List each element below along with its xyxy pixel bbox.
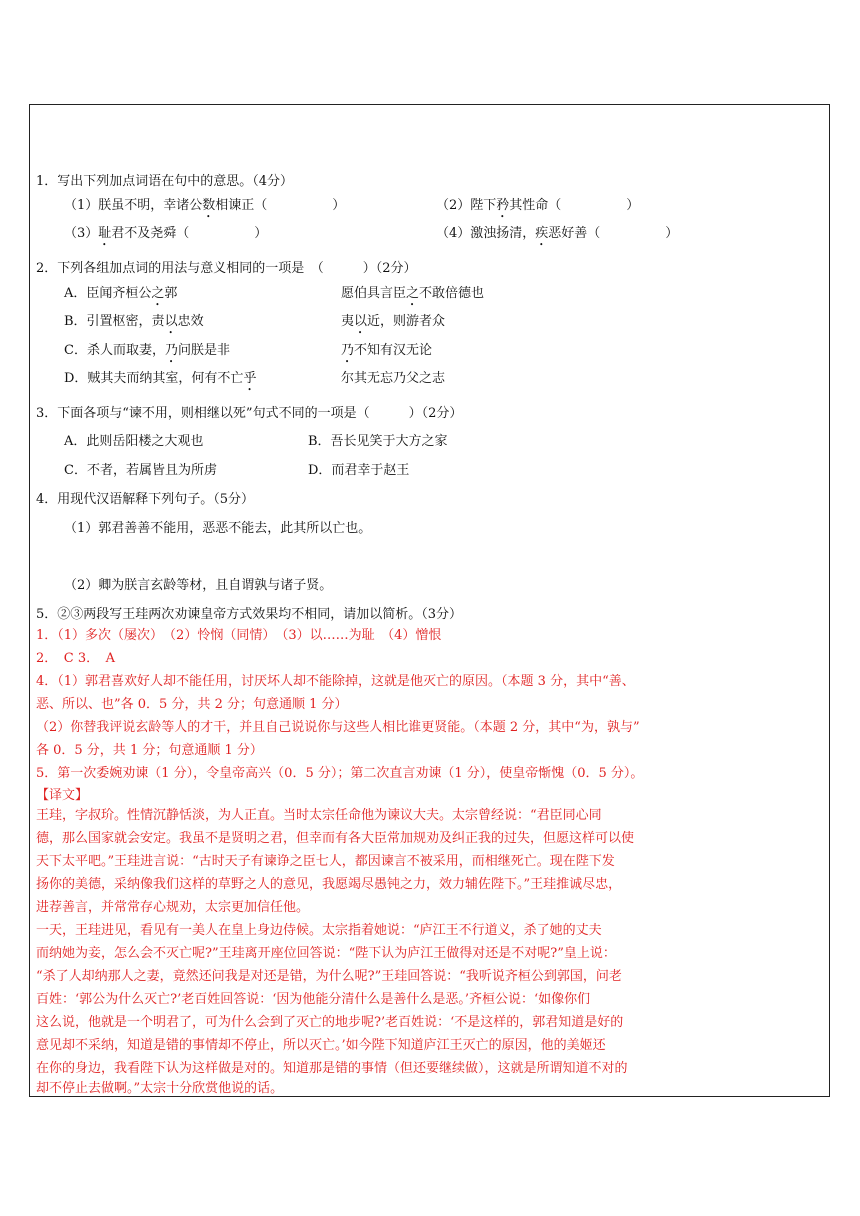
q2-option-c-right: 乃不知有汉无论 bbox=[341, 343, 433, 358]
translation-line: 百姓：‘郭公为什么灭亡?’老百姓回答说：‘因为他能分清什么是善什么是恶。’齐桓公说：‘如像你们 bbox=[36, 992, 591, 1007]
q2-option-b-left: B．引置枢密，责以忠效 bbox=[64, 314, 204, 329]
translation-line: 天下太平吧。”王珪进言说：“古时天子有谏诤之臣七人，都因谏言不被采用，而相继死亡。现在陛下发 bbox=[36, 854, 615, 869]
translation-heading: 【译文】 bbox=[36, 788, 89, 803]
answer-line-5: （2）你替我评说玄龄等人的才干，并且自己说说你与这些人相比谁更贤能。（本题 2 分，其中“为，孰与” bbox=[36, 720, 640, 735]
q1-item-3: （3）耻君不及尧舜（ ） bbox=[64, 226, 268, 241]
answer-line-3: 4．（1）郭君喜欢好人却不能任用，讨厌坏人却不能除掉，这就是他灭亡的原因。（本题 3 分，其中“善、 bbox=[36, 674, 635, 689]
q5-stem: 5．②③两段写王珪两次劝谏皇帝方式效果均不相同，请加以简析。（3分） bbox=[36, 607, 463, 622]
translation-line: 意见却不采纳，知道是错的事情却不停止，所以灭亡。’如今陛下知道庐江王灭亡的原因，他的美姬还 bbox=[36, 1038, 606, 1053]
q3-option-a: A．此则岳阳楼之大观也 bbox=[64, 434, 204, 449]
q4-stem: 4．用现代汉语解释下列句子。（5分） bbox=[36, 492, 255, 507]
q2-option-b-right: 夷以近，则游者众 bbox=[341, 314, 446, 329]
q3-option-d: D．而君幸于赵王 bbox=[308, 463, 410, 478]
q2-option-d-left: D．贼其夫而纳其室，何有不亡乎 bbox=[64, 371, 257, 386]
q2-option-d-right: 尔其无忘乃父之志 bbox=[341, 371, 446, 386]
q3-option-b: B．吾长见笑于大方之家 bbox=[308, 434, 448, 449]
q4-item-2: （2）卿为朕言玄龄等材，且自谓孰与诸子贤。 bbox=[64, 578, 333, 593]
translation-line: 这么说，他就是一个明君了，可为什么会到了灭亡的地步呢?’老百姓说：‘不是这样的，郭君知道是好的 bbox=[36, 1015, 624, 1030]
q1-stem: 1．写出下列加点词语在句中的意思。（4分） bbox=[36, 174, 294, 189]
q4-item-1: （1）郭君善善不能用，恶恶不能去，此其所以亡也。 bbox=[64, 521, 372, 536]
q1-item-4: （4）激浊扬清，疾恶好善（ ） bbox=[436, 226, 679, 241]
answer-line-2: 2． C 3． A bbox=[36, 651, 116, 666]
q2-option-a-left: A．臣闻齐桓公之郭 bbox=[64, 286, 178, 301]
translation-line: 王珪，字叔玠。性情沉静恬淡，为人正直。当时太宗任命他为谏议大夫。太宗曾经说：“君臣同心同 bbox=[36, 808, 602, 823]
translation-line: 扬你的美德，采纳像我们这样的草野之人的意见，我愿竭尽愚钝之力，效力辅佐陛下。”王珪推诚尽忠， bbox=[36, 877, 622, 892]
answer-line-6: 各 0．5 分，共 1 分；句意通顺 1 分） bbox=[36, 743, 263, 758]
translation-line: “杀了人却纳那人之妻，竟然还问我是对还是错，为什么呢?”王珪回答说：“我听说齐桓公到郭国，问老 bbox=[36, 969, 622, 984]
translation-line: 在你的身边，我看陛下认为这样做是对的。知道那是错的事情（但还要继续做），这就是所谓知道不对的 bbox=[36, 1061, 628, 1076]
q3-stem: 3．下面各项与“谏不用，则相继以死”句式不同的一项是（ ）（2分） bbox=[36, 406, 463, 421]
q1-item-1: （1）朕虽不明，幸诸公数相谏正（ ） bbox=[64, 198, 346, 213]
q2-stem: 2．下列各组加点词的用法与意义相同的一项是 （ ）（2分） bbox=[36, 261, 417, 276]
q1-item-2: （2）陛下矜其性命（ ） bbox=[436, 198, 640, 213]
q2-option-a-right: 愿伯具言臣之不敢倍德也 bbox=[341, 286, 485, 301]
answer-line-4: 恶、所以、也”各 0．5 分，共 2 分；句意通顺 1 分） bbox=[36, 697, 348, 712]
translation-line: 一天，王珪进见，看见有一美人在皇上身边侍候。太宗指着她说：“庐江王不行道义，杀了她的丈夫 bbox=[36, 923, 602, 938]
q3-option-c: C．不者，若属皆且为所虏 bbox=[64, 463, 217, 478]
q2-option-c-left: C．杀人而取妻，乃问朕是非 bbox=[64, 343, 230, 358]
answer-line-1: 1．（1）多次（屡次） （2）怜悯（同情） （3）以……为耻 （4）憎恨 bbox=[36, 628, 442, 643]
answer-line-7: 5．第一次委婉劝谏（1 分），令皇帝高兴（0．5 分）；第二次直言劝谏（1 分），使皇帝惭愧（0．5 分）。 bbox=[36, 766, 644, 781]
translation-line: 而纳她为妾，怎么会不灭亡呢?”王珪离开座位回答说：“陛下认为庐江王做得对还是不对呢?”皇上说： bbox=[36, 946, 616, 961]
translation-line: 德，那么国家就会安定。我虽不是贤明之君，但幸而有各大臣常加规劝及纠正我的过失，但愿这样可以使 bbox=[36, 831, 635, 846]
translation-line: 进荐善言，并常常存心规劝，太宗更加信任他。 bbox=[36, 900, 310, 915]
translation-line: 却不停止去做啊。”太宗十分欣赏他说的话。 bbox=[36, 1081, 284, 1096]
